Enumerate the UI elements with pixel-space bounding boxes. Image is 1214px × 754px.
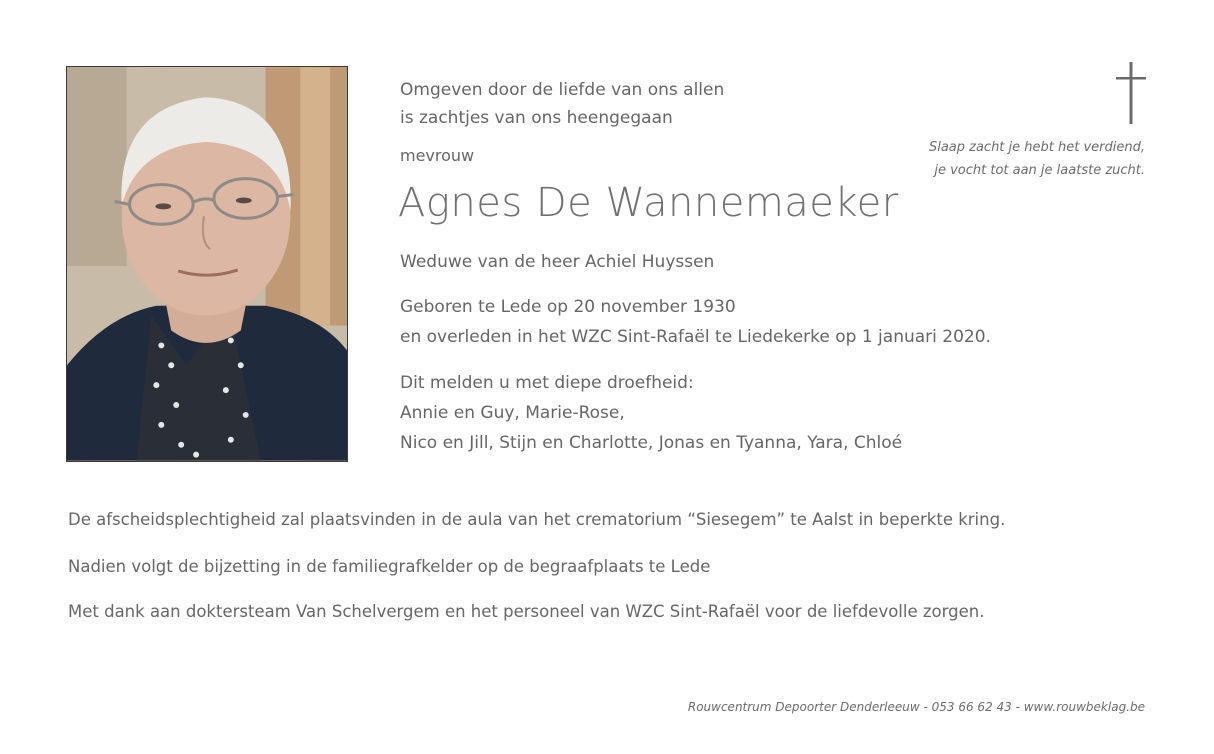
birth-line: Geboren te Lede op 20 november 1930 xyxy=(400,297,736,317)
intro-text xyxy=(400,76,724,132)
intro-line-2: is zachtjes van ons heengegaan xyxy=(400,108,673,128)
mourners-line-2: Nico en Jill, Stijn en Charlotte, Jonas en Tyanna, Yara, Chloé xyxy=(400,433,903,453)
burial-notice: Nadien volgt de bijzetting in de familiegrafkelder op de begraafplaats te Lede xyxy=(68,557,711,576)
mourners-line-1: Annie en Guy, Marie-Rose, xyxy=(400,403,625,423)
widow-of: Weduwe van de heer Achiel Huyssen xyxy=(400,252,715,272)
quote-line-1: Slaap zacht je hebt het verdiend, xyxy=(928,140,1145,155)
deceased-name: Agnes De Wannemaeker xyxy=(398,180,899,226)
quote xyxy=(929,136,1145,182)
mourners-heading: Dit melden u met diepe droefheid: xyxy=(400,373,694,393)
portrait-illustration xyxy=(67,67,347,461)
portrait-photo xyxy=(66,66,348,462)
mourners xyxy=(400,368,902,458)
life-dates xyxy=(400,292,991,352)
cross-icon xyxy=(1116,62,1146,124)
death-line: en overleden in het WZC Sint-Rafaël te Liedekerke op 1 januari 2020. xyxy=(400,327,991,347)
honorific: mevrouw xyxy=(400,146,475,165)
ceremony-notice: De afscheidsplechtigheid zal plaatsvinden in de aula van het crematorium “Siesegem” te Aalst in beperkte kring. xyxy=(68,510,1006,529)
thanks-notice: Met dank aan doktersteam Van Schelvergem en het personeel van WZC Sint-Rafaël voor de liefdevolle zorgen. xyxy=(68,602,985,621)
funeral-home-footer: Rouwcentrum Depoorter Denderleeuw - 053 66 62 43 - www.rouwbeklag.be xyxy=(687,700,1145,714)
quote-line-2: je vocht tot aan je laatste zucht. xyxy=(934,163,1145,178)
intro-line-1: Omgeven door de liefde van ons allen xyxy=(400,80,725,100)
